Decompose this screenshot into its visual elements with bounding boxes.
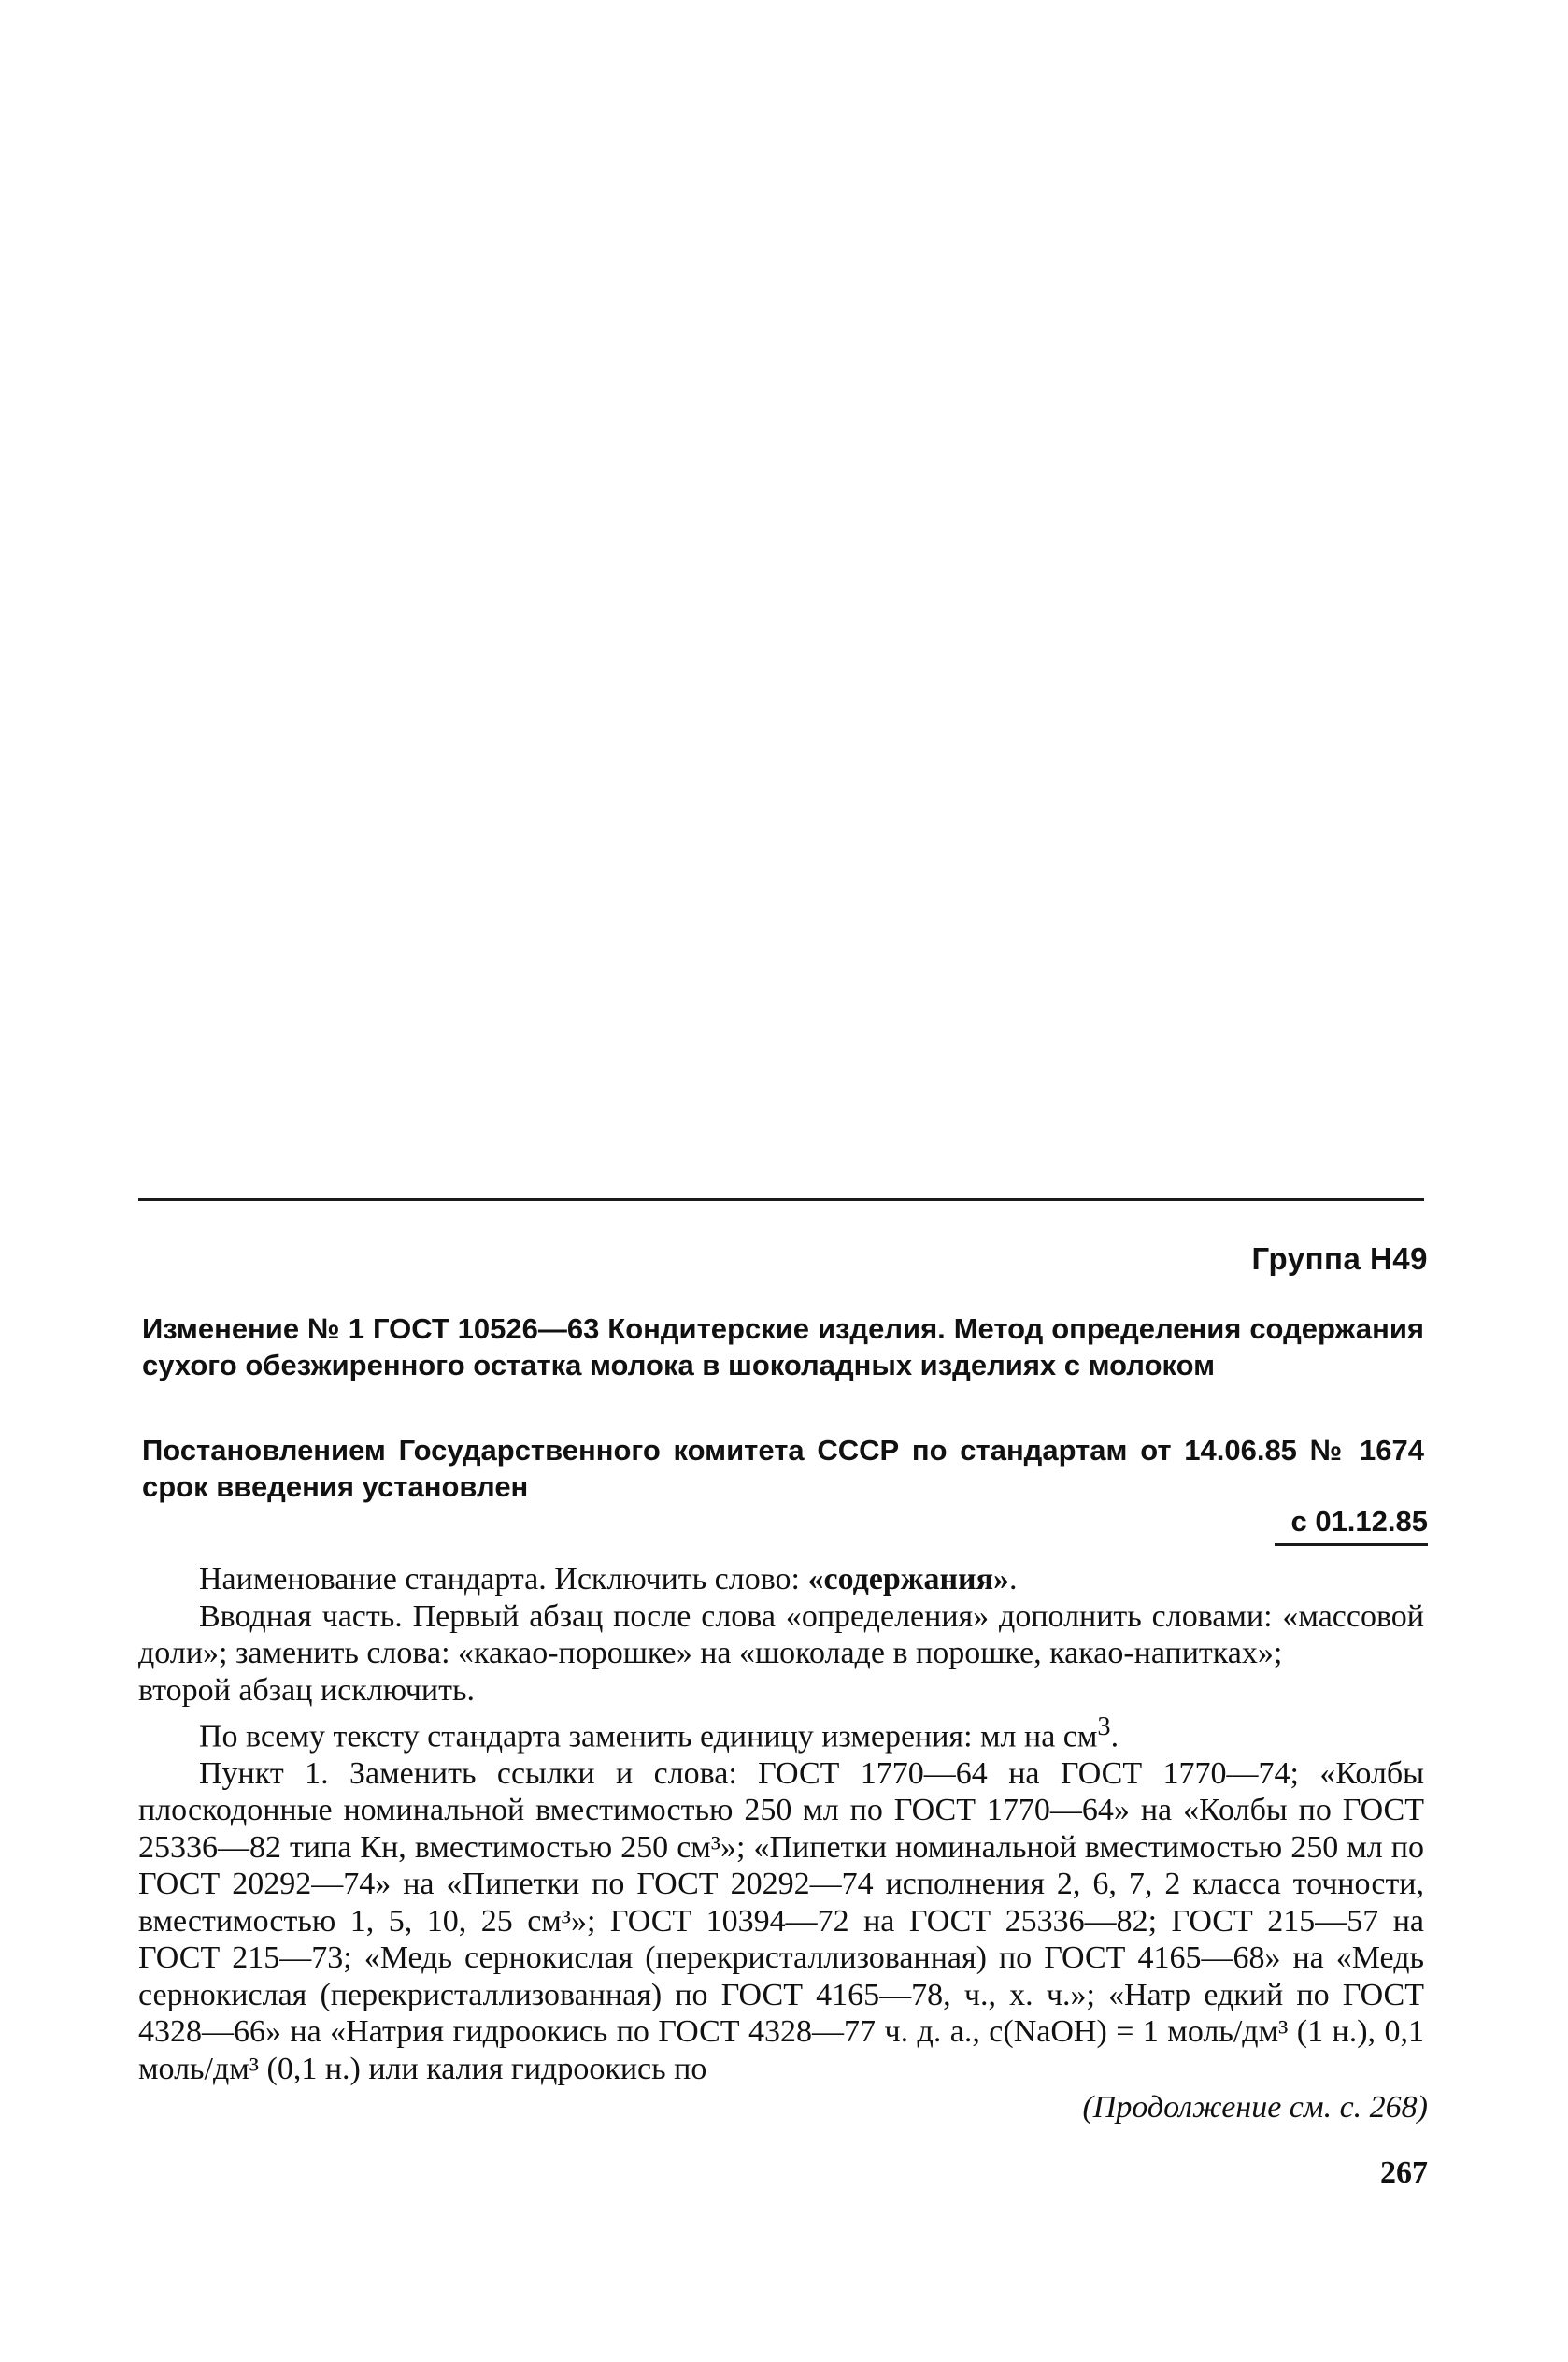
amendment-body	[138, 1561, 1424, 2087]
group-label: Группа Н49	[1251, 1241, 1428, 1276]
paragraph-second-abstract: второй абзац исключить.	[138, 1672, 475, 1708]
header-rule	[138, 1198, 1424, 1201]
paragraph-units-suffix: .	[1110, 1719, 1119, 1754]
paragraph-title-change-prefix: Наименование стандарта. Исключить слово:	[199, 1562, 808, 1596]
effective-date: с 01.12.85	[1290, 1505, 1428, 1538]
paragraph-units-text: По всему тексту стандарта заменить единицу измерения: мл на см	[199, 1719, 1098, 1754]
paragraph-units	[138, 1709, 1424, 1755]
page-number: 267	[1380, 2155, 1428, 2190]
paragraph-introduction: Вводная часть. Первый абзац после слова «определения» дополнить словами: «массовой доли»; заменить слова: «какао-порошке» на «шоколаде в порошке, какао-напитках»;	[138, 1598, 1424, 1670]
paragraph-title-change-suffix: .	[1009, 1562, 1018, 1596]
amendment-title: Изменение № 1 ГОСТ 10526—63 Кондитерские изделия. Метод определения содержания сухого обезжиренного остатка молока в шоколадных изделиях с молоком	[142, 1312, 1424, 1381]
effective-date-underline	[1275, 1543, 1428, 1546]
paragraph-title-change-bold: «содержания»	[807, 1562, 1010, 1596]
continued-note: (Продолжение см. с. 268)	[1082, 2090, 1428, 2125]
paragraph-title-change	[138, 1561, 1424, 1598]
paragraph-point-1: Пункт 1. Заменить ссылки и слова: ГОСТ 1770—64 на ГОСТ 1770—74; «Колбы плоскодонные номинальной вместимостью 250 мл по ГОСТ 1770—64» на «Колбы по ГОСТ 25336—82 типа Кн, вместимостью 250 см³»; «Пипетки номинальной вместимостью 250 мл по ГОСТ 20292—74» на «Пипетки по ГОСТ 20292—74 исполнения 2, 6, 7, 2 класса точности, вместимостью 1, 5, 10, 25 см³»; ГОСТ 10394—72 на ГОСТ 25336—82; ГОСТ 215—57 на ГОСТ 215—73; «Медь сернокислая (перекристаллизованная) по ГОСТ 4165—68» на «Медь сернокислая (перекристаллизованная) по ГОСТ 4165—78, ч., х. ч.»; «Натр едкий по ГОСТ 4328—66» на «Натрия гидроокись по ГОСТ 4328—77 ч. д. а., c(NaOH) = 1 моль/дм³ (1 н.), 0,1 моль/дм³ (0,1 н.) или калия гидроокись по	[138, 1755, 1424, 2086]
paragraph-units-superscript: 3	[1097, 1712, 1111, 1741]
decree-text: Постановлением Государственного комитета СССР по стандартам от 14.06.85 № 1674 срок введения установлен	[142, 1434, 1424, 1503]
